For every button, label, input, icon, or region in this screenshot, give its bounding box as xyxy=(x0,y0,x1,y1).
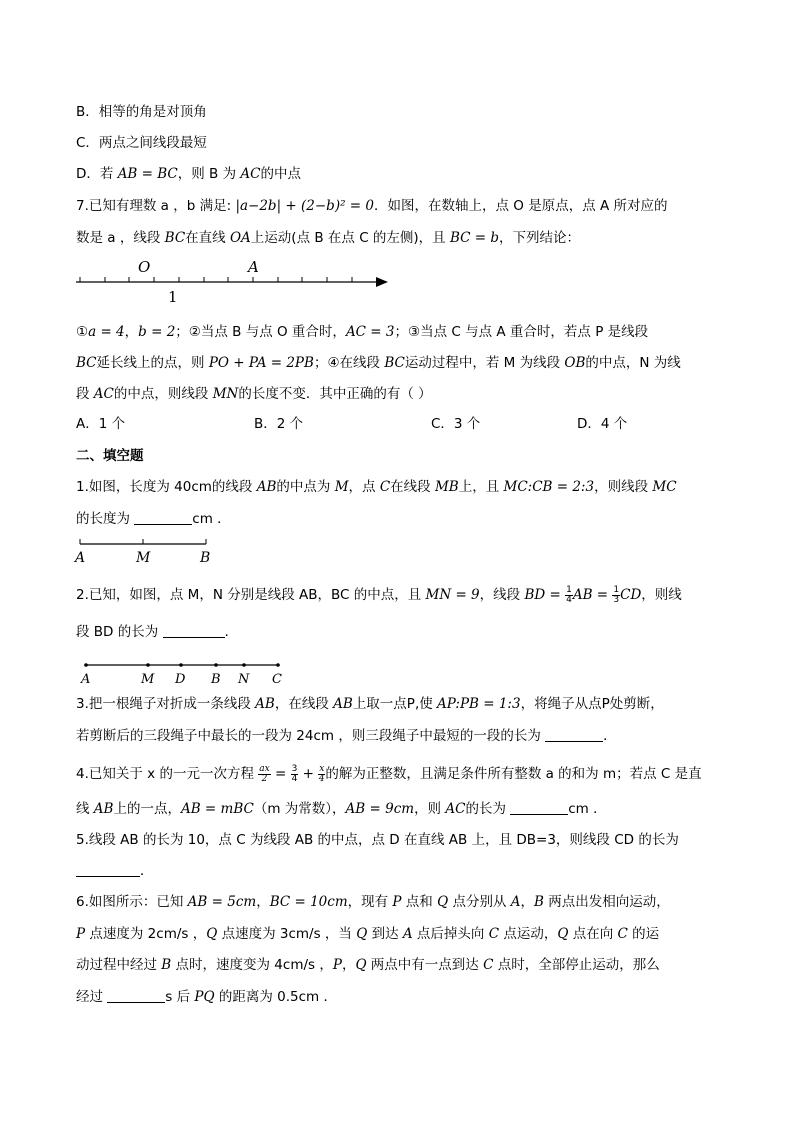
f1-answer-blank[interactable] xyxy=(134,510,192,525)
label-o: O xyxy=(138,258,151,276)
f1-line1: 1.如图，长度为 40cm的线段 AB的中点为 M，点 C在线段 MB上，且 MC:CB = 2:3，则线段 MC xyxy=(76,479,677,495)
f6-line1: 6.如图所示：已知 AB = 5cm，BC = 10cm，现有 P 点和 Q 点分别从 A，B 两点出发相向运动， xyxy=(76,894,670,910)
f1-label-a: A xyxy=(75,550,86,566)
q7-line2: 数是 a ，线段 BC在直线 OA上运动(点 B 在点 C 的左侧)，且 BC = b，下列结论： xyxy=(76,230,581,246)
f4-line1: 4.已知关于 x 的一元一次方程 $\frac{ax}{2}$ = $\frac{3}{4}$ + $\frac{x}{4}$ 的解为正整数，且满足条件所有整数 a 的和为 m；若点 C 是直 xyxy=(76,763,702,784)
f2-label-n: N xyxy=(238,672,250,686)
q7-line3: ①a = 4，b = 2；②当点 B 与点 O 重合时，AC = 3；③当点 C 与点 A 重合时，若点 P 是线段 xyxy=(76,324,649,340)
f3-answer-blank[interactable] xyxy=(545,727,603,742)
q7-line5: 段 AC的中点，则线段 MN的长度不变．其中正确的有（ ） xyxy=(76,386,432,402)
fraction: $\frac{ax}{2}$ xyxy=(259,763,270,784)
f3-line1: 3.把一根绳子对折成一条线段 AB，在线段 AB上取一点P,使 AP:PB = 1:3，将绳子从点P处剪断， xyxy=(76,696,664,712)
q7-option-a: A．1 个 xyxy=(76,416,126,432)
label-a: A xyxy=(248,258,259,276)
f1-line2: 的长度为 cm ． xyxy=(76,511,231,527)
f2-label-d: D xyxy=(175,672,186,686)
number-line-figure xyxy=(70,254,400,306)
f6-answer-blank[interactable] xyxy=(107,988,165,1003)
f2-label-b: B xyxy=(211,672,221,686)
section-title: 二、填空题 xyxy=(76,448,144,464)
fraction: $\frac{1}{4}$ xyxy=(566,584,572,605)
f1-label-m: M xyxy=(136,550,151,566)
f2-segment-figure xyxy=(76,656,290,686)
f6-line3: 动过程中经过 B 点时，速度变为 4cm/s ，P，Q 两点中有一点到达 C 点时，全部停止运动，那么 xyxy=(76,957,660,973)
option-c-prev: C．两点之间线段最短 xyxy=(76,135,207,151)
f3-line2: 若剪断后的三段绳子中最长的一段为 24cm ，则三段绳子中最短的一段的长为 ． xyxy=(76,728,617,744)
f2-label-a: A xyxy=(81,672,91,686)
q7-line1: 7.已知有理数 a ，b 满足: |a−2b| + (2−b)² = 0．如图，在数轴上，点 O 是原点，点 A 所对应的 xyxy=(76,198,668,214)
label-one: 1 xyxy=(168,288,178,306)
f6-line2: P 点速度为 2cm/s ，Q 点速度为 3cm/s ，当 Q 到达 A 点后掉头向 C 点运动，Q 点在向 C 的运 xyxy=(76,926,660,942)
q7-line4: BC延长线上的点，则 PO + PA = 2PB；④在线段 BC运动过程中，若 M 为线段 OB的中点，N 为线 xyxy=(76,355,681,371)
f5-line1: 5.线段 AB 的长为 10，点 C 为线段 AB 的中点，点 D 在直线 AB 上，且 DB=3，则线段 CD 的长为 xyxy=(76,832,679,848)
f5-answer-blank[interactable] xyxy=(76,862,140,877)
f2-line2: 段 BD 的长为 . xyxy=(76,624,229,640)
arrow-icon xyxy=(376,277,388,287)
q7-option-b: B．2 个 xyxy=(254,416,304,432)
fraction: $\frac{1}{3}$ xyxy=(613,584,620,605)
f2-label-c: C xyxy=(272,672,282,686)
f1-segment-figure xyxy=(72,536,220,566)
q7-option-d: D．4 个 xyxy=(577,416,628,432)
f1-label-b: B xyxy=(200,550,211,566)
f6-line4: 经过 s 后 PQ 的距离为 0.5cm ． xyxy=(76,989,337,1005)
f4-answer-blank[interactable] xyxy=(510,800,568,815)
option-d-prev: D．若 AB = BC，则 B 为 AC的中点 xyxy=(76,166,301,182)
option-b-prev: B．相等的角是对顶角 xyxy=(76,104,207,120)
q7-option-c: C．3 个 xyxy=(431,416,481,432)
f2-label-m: M xyxy=(141,672,155,686)
tick-marks xyxy=(80,277,352,282)
f2-line1: 2.已知，如图，点 M，N 分别是线段 AB，BC 的中点，且 MN = 9，线段 BD = $\frac{1}{4}$ AB = $\frac{1}{3}$ CD，则线 xyxy=(76,584,682,605)
fraction: $\frac{x}{4}$ xyxy=(318,763,325,784)
f2-answer-blank[interactable] xyxy=(163,623,225,638)
f5-line2: ． xyxy=(76,861,154,881)
f4-line2: 线 AB上的一点，AB = mBC（m 为常数），AB = 9cm，则 AC的长为 cm ． xyxy=(76,801,607,817)
fraction: $\frac{3}{4}$ xyxy=(291,763,298,784)
